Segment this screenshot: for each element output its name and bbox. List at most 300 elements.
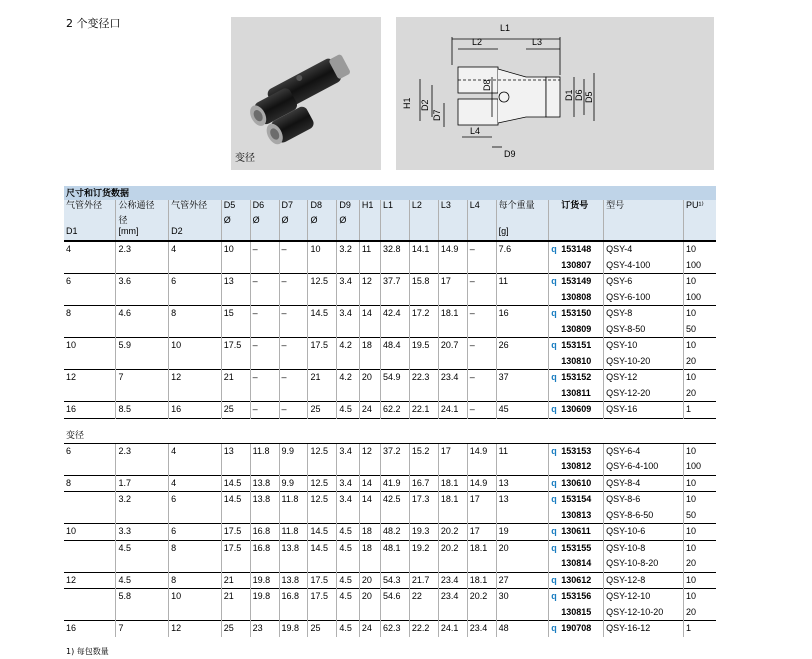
cell-d8 bbox=[308, 290, 337, 306]
cell-w: 16 bbox=[496, 306, 549, 322]
cell-l4 bbox=[467, 322, 496, 338]
cell-d5 bbox=[221, 258, 250, 274]
order-number: 153153 bbox=[559, 443, 603, 459]
cell-l4 bbox=[467, 258, 496, 274]
cell-l2: 22.3 bbox=[409, 370, 438, 386]
cell-d7 bbox=[279, 258, 308, 274]
cell-l1 bbox=[381, 459, 410, 475]
cell-d9 bbox=[337, 508, 359, 524]
cell-d7: 16.8 bbox=[279, 589, 308, 605]
cell-d2: 10 bbox=[169, 338, 222, 354]
cell-d7: 11.8 bbox=[279, 492, 308, 508]
cell-d6 bbox=[250, 605, 279, 621]
header-row-3 bbox=[64, 226, 716, 241]
cell-d5 bbox=[221, 605, 250, 621]
cell-d8 bbox=[308, 322, 337, 338]
type-code: QSY-10-6 bbox=[604, 524, 684, 541]
cell-dn bbox=[116, 459, 169, 475]
cell-l3 bbox=[438, 508, 467, 524]
order-number: 153150 bbox=[559, 306, 603, 322]
cell-l4: 17 bbox=[467, 492, 496, 508]
table-title: 尺寸和订货数据 bbox=[64, 186, 716, 200]
cell-d1: 12 bbox=[64, 572, 116, 589]
cell-d7: 19.8 bbox=[279, 621, 308, 637]
cell-d1 bbox=[64, 258, 116, 274]
cell-l2: 14.1 bbox=[409, 241, 438, 258]
cell-l3 bbox=[438, 290, 467, 306]
cell-d6 bbox=[250, 354, 279, 370]
cell-d6 bbox=[250, 556, 279, 572]
header-cell bbox=[279, 226, 308, 241]
cell-d9 bbox=[337, 290, 359, 306]
cell-d7 bbox=[279, 322, 308, 338]
cell-d6: 16.8 bbox=[250, 540, 279, 556]
cell-d7 bbox=[279, 556, 308, 572]
cell-d9 bbox=[337, 354, 359, 370]
cell-l4: 18.1 bbox=[467, 540, 496, 556]
type-code: QSY-6 bbox=[604, 274, 684, 290]
type-code: QSY-8 bbox=[604, 306, 684, 322]
header-cell: D6 bbox=[250, 200, 279, 214]
cell-dn: 3.6 bbox=[116, 274, 169, 290]
pack-unit: 20 bbox=[684, 354, 717, 370]
dim-label-d8: D8 bbox=[482, 79, 492, 91]
order-number: 153152 bbox=[559, 370, 603, 386]
cell-l2: 21.7 bbox=[409, 572, 438, 589]
cell-l4 bbox=[467, 605, 496, 621]
cell-l1 bbox=[381, 354, 410, 370]
pack-unit: 50 bbox=[684, 322, 717, 338]
cell-d9: 4.5 bbox=[337, 524, 359, 541]
type-code: QSY-16 bbox=[604, 402, 684, 419]
cell-l3: 20.2 bbox=[438, 524, 467, 541]
cell-d1 bbox=[64, 508, 116, 524]
cell-l4 bbox=[467, 556, 496, 572]
cell-d2: 16 bbox=[169, 402, 222, 419]
header-cell: 径 bbox=[116, 214, 169, 226]
cell-l4: 23.4 bbox=[467, 621, 496, 637]
cell-l3: 23.4 bbox=[438, 572, 467, 589]
cell-d2: 6 bbox=[169, 524, 222, 541]
cell-h1: 12 bbox=[359, 443, 380, 459]
cell-w bbox=[496, 354, 549, 370]
table-title-row bbox=[64, 186, 716, 200]
q-icon: q bbox=[549, 572, 560, 589]
pack-unit: 10 bbox=[684, 475, 717, 492]
header-cell: 每个重量 bbox=[496, 200, 549, 214]
order-number: 153154 bbox=[559, 492, 603, 508]
header-cell: 气管外径 bbox=[169, 200, 222, 214]
table-row bbox=[64, 605, 716, 621]
cell-l4: 14.9 bbox=[467, 443, 496, 459]
cell-l1: 32.8 bbox=[381, 241, 410, 258]
cell-l2 bbox=[409, 258, 438, 274]
cell-d1: 10 bbox=[64, 338, 116, 354]
table-row bbox=[64, 322, 716, 338]
cell-d6: 23 bbox=[250, 621, 279, 637]
cell-l2 bbox=[409, 508, 438, 524]
cell-d9: 3.4 bbox=[337, 492, 359, 508]
cell-d8: 17.5 bbox=[308, 589, 337, 605]
header-cell bbox=[559, 226, 603, 241]
cell-dn: 2.3 bbox=[116, 443, 169, 459]
fitting-photo-image bbox=[231, 17, 381, 170]
cell-d7: – bbox=[279, 241, 308, 258]
q-icon bbox=[549, 459, 560, 475]
type-code: QSY-6-100 bbox=[604, 290, 684, 306]
order-number: 153148 bbox=[561, 244, 592, 255]
header-cell: 气管外径 bbox=[64, 200, 116, 214]
cell-d2 bbox=[169, 605, 222, 621]
cell-d5: 21 bbox=[221, 370, 250, 386]
cell-l1: 42.5 bbox=[381, 492, 410, 508]
pack-unit: 10 bbox=[684, 306, 717, 322]
table-row bbox=[64, 540, 716, 556]
cell-d2 bbox=[169, 258, 222, 274]
cell-w bbox=[496, 459, 549, 475]
cell-d1 bbox=[64, 605, 116, 621]
cell-d9: 4.5 bbox=[337, 540, 359, 556]
cell-dn bbox=[116, 354, 169, 370]
header-cell: L4 bbox=[467, 200, 496, 214]
cell-l1: 54.3 bbox=[381, 572, 410, 589]
cell-l1: 62.3 bbox=[381, 621, 410, 637]
cell-l3 bbox=[438, 386, 467, 402]
cell-d5 bbox=[221, 322, 250, 338]
cell-d2 bbox=[169, 322, 222, 338]
cell-d1 bbox=[64, 459, 116, 475]
cell-d7: – bbox=[279, 370, 308, 386]
cell-d7 bbox=[279, 290, 308, 306]
cell-l2: 17.3 bbox=[409, 492, 438, 508]
cell-d6: – bbox=[250, 402, 279, 419]
dim-label-l3: L3 bbox=[532, 37, 543, 47]
table-row bbox=[64, 556, 716, 572]
cell-d6: – bbox=[250, 338, 279, 354]
table-row bbox=[64, 459, 716, 475]
order-number: 130810 bbox=[561, 355, 592, 366]
cell-d2: 8 bbox=[169, 306, 222, 322]
q-icon: q bbox=[549, 402, 560, 419]
cell-d2: 4 bbox=[169, 443, 222, 459]
order-number: 130811 bbox=[561, 387, 591, 398]
header-cell bbox=[169, 214, 222, 226]
header-cell: Ø bbox=[308, 214, 337, 226]
header-cell bbox=[359, 226, 380, 241]
cell-d8: 14.5 bbox=[308, 540, 337, 556]
cell-d9: 4.5 bbox=[337, 621, 359, 637]
dim-label-d9: D9 bbox=[504, 149, 516, 159]
cell-d5: 17.5 bbox=[221, 524, 250, 541]
cell-d9: 3.4 bbox=[337, 475, 359, 492]
q-icon: q bbox=[549, 492, 560, 508]
cell-d5: 14.5 bbox=[221, 475, 250, 492]
cell-h1: 11 bbox=[359, 241, 380, 258]
cell-d6: 13.8 bbox=[250, 492, 279, 508]
cell-h1: 14 bbox=[359, 306, 380, 322]
cell-d1: 12 bbox=[64, 370, 116, 386]
table-row bbox=[64, 290, 716, 306]
cell-d6 bbox=[250, 322, 279, 338]
cell-l1 bbox=[381, 290, 410, 306]
order-number: 153149 bbox=[559, 274, 603, 290]
header-cell: L1 bbox=[381, 200, 410, 214]
cell-d8: 17.5 bbox=[308, 572, 337, 589]
cell-d7: – bbox=[279, 402, 308, 419]
cell-l2: 19.2 bbox=[409, 540, 438, 556]
pack-unit: 100 bbox=[684, 258, 717, 274]
cell-dn bbox=[116, 258, 169, 274]
cell-d2: 8 bbox=[169, 572, 222, 589]
header-cell: 型号 bbox=[604, 200, 684, 214]
header-row-1 bbox=[64, 200, 716, 214]
cell-dn bbox=[116, 556, 169, 572]
cell-l2: 22.2 bbox=[409, 621, 438, 637]
cell-d7: – bbox=[279, 306, 308, 322]
cell-d9: 4.2 bbox=[337, 338, 359, 354]
cell-d2 bbox=[169, 386, 222, 402]
cell-d5: 15 bbox=[221, 306, 250, 322]
cell-d7: 13.8 bbox=[279, 540, 308, 556]
cell-l1: 62.2 bbox=[381, 402, 410, 419]
cell-dn: 8.5 bbox=[116, 402, 169, 419]
dim-label-d6: D6 bbox=[574, 89, 584, 101]
pack-unit: 10 bbox=[684, 492, 717, 508]
cell-h1 bbox=[359, 556, 380, 572]
table-row bbox=[64, 589, 716, 605]
cell-dn: 7 bbox=[116, 370, 169, 386]
q-icon: q bbox=[549, 306, 560, 322]
cell-dn: 5.8 bbox=[116, 589, 169, 605]
cell-l3 bbox=[438, 556, 467, 572]
header-cell bbox=[381, 226, 410, 241]
cell-d6: – bbox=[250, 306, 279, 322]
spec-table bbox=[64, 186, 716, 637]
cell-d6: 16.8 bbox=[250, 524, 279, 541]
header-cell: 公称通径 bbox=[116, 200, 169, 214]
cell-d2: 8 bbox=[169, 540, 222, 556]
cell-d6 bbox=[250, 290, 279, 306]
cell-l3: 20.7 bbox=[438, 338, 467, 354]
header-cell: [g] bbox=[496, 226, 549, 241]
cell-l1: 37.2 bbox=[381, 443, 410, 459]
cell-d2 bbox=[169, 508, 222, 524]
header-cell: D7 bbox=[279, 200, 308, 214]
cell-dn: 4.5 bbox=[116, 572, 169, 589]
cell-d9: 4.5 bbox=[337, 572, 359, 589]
pack-unit: 1 bbox=[684, 402, 717, 419]
cell-d5: 14.5 bbox=[221, 492, 250, 508]
cell-l2: 19.3 bbox=[409, 524, 438, 541]
order-number: 130815 bbox=[561, 606, 592, 617]
header-cell bbox=[438, 214, 467, 226]
cell-d6: – bbox=[250, 370, 279, 386]
cell-l1 bbox=[381, 605, 410, 621]
cell-d2: 6 bbox=[169, 492, 222, 508]
cell-d1 bbox=[64, 354, 116, 370]
header-cell bbox=[64, 214, 116, 226]
dim-label-d7: D7 bbox=[432, 109, 442, 121]
pack-unit: 10 bbox=[684, 338, 717, 354]
technical-drawing bbox=[396, 17, 714, 170]
header-cell bbox=[308, 226, 337, 241]
pack-unit: 10 bbox=[684, 540, 717, 556]
cell-l1: 48.1 bbox=[381, 540, 410, 556]
cell-h1 bbox=[359, 386, 380, 402]
header-cell bbox=[684, 226, 717, 241]
cell-d8: 14.5 bbox=[308, 524, 337, 541]
cell-l4 bbox=[467, 508, 496, 524]
cell-d6: 19.8 bbox=[250, 589, 279, 605]
q-icon: q bbox=[549, 274, 560, 290]
cell-w bbox=[496, 290, 549, 306]
order-number: 190708 bbox=[559, 621, 603, 637]
cell-d6: 13.8 bbox=[250, 475, 279, 492]
type-code: QSY-6-4 bbox=[604, 443, 684, 459]
cell-d9: 4.5 bbox=[337, 589, 359, 605]
q-icon bbox=[549, 258, 560, 274]
cell-d8: 25 bbox=[308, 402, 337, 419]
cell-l4: – bbox=[467, 241, 496, 258]
cell-l1 bbox=[381, 508, 410, 524]
cell-h1: 20 bbox=[359, 370, 380, 386]
q-icon: q bbox=[549, 475, 560, 492]
header-cell: PU¹⁾ bbox=[684, 200, 717, 214]
header-cell bbox=[337, 226, 359, 241]
order-number: 153156 bbox=[559, 589, 603, 605]
cell-l1: 48.2 bbox=[381, 524, 410, 541]
header-q-spacer bbox=[549, 214, 560, 226]
header-cell bbox=[559, 214, 603, 226]
table-row bbox=[64, 306, 716, 322]
cell-d7 bbox=[279, 605, 308, 621]
cell-d6 bbox=[250, 258, 279, 274]
cell-d2: 4 bbox=[169, 475, 222, 492]
cell-l2 bbox=[409, 290, 438, 306]
cell-w bbox=[496, 322, 549, 338]
header-cell bbox=[684, 214, 717, 226]
header-cell bbox=[604, 226, 684, 241]
cell-d5: 21 bbox=[221, 589, 250, 605]
cell-d2: 12 bbox=[169, 621, 222, 637]
cell-d9 bbox=[337, 459, 359, 475]
cell-dn: 7 bbox=[116, 621, 169, 637]
cell-w: 45 bbox=[496, 402, 549, 419]
cell-d9 bbox=[337, 556, 359, 572]
header-cell bbox=[604, 214, 684, 226]
cell-l3: 24.1 bbox=[438, 402, 467, 419]
header-cell: Ø bbox=[337, 214, 359, 226]
cell-l1 bbox=[381, 258, 410, 274]
header-cell: H1 bbox=[359, 200, 380, 214]
pack-unit: 10 bbox=[684, 241, 717, 258]
order-number: 130609 bbox=[559, 402, 603, 419]
cell-l2: 22 bbox=[409, 589, 438, 605]
cell-l1 bbox=[381, 322, 410, 338]
table-row bbox=[64, 241, 716, 258]
cell-d7: – bbox=[279, 274, 308, 290]
cell-w: 13 bbox=[496, 475, 549, 492]
cell-d6 bbox=[250, 459, 279, 475]
cell-d6: 19.8 bbox=[250, 572, 279, 589]
cell-w: 20 bbox=[496, 540, 549, 556]
cell-d2 bbox=[169, 556, 222, 572]
cell-d5 bbox=[221, 508, 250, 524]
q-icon: q bbox=[549, 443, 560, 459]
cell-d8: 12.5 bbox=[308, 492, 337, 508]
header-row-2 bbox=[64, 214, 716, 226]
cell-dn: 4.6 bbox=[116, 306, 169, 322]
cell-h1 bbox=[359, 459, 380, 475]
cell-l3: 17 bbox=[438, 443, 467, 459]
cell-d5: 25 bbox=[221, 402, 250, 419]
cell-d2 bbox=[169, 354, 222, 370]
q-icon: q bbox=[549, 370, 560, 386]
cell-w: 19 bbox=[496, 524, 549, 541]
type-code: QSY-8-6 bbox=[604, 492, 684, 508]
table-row bbox=[64, 402, 716, 419]
q-icon: q bbox=[549, 338, 560, 354]
cell-dn: 2.3 bbox=[116, 241, 169, 258]
cell-l1: 41.9 bbox=[381, 475, 410, 492]
header-cell: Ø bbox=[221, 214, 250, 226]
cell-d8: 17.5 bbox=[308, 338, 337, 354]
header-cell bbox=[409, 226, 438, 241]
cell-d9 bbox=[337, 605, 359, 621]
header-cell: Ø bbox=[250, 214, 279, 226]
cell-d1 bbox=[64, 589, 116, 605]
cell-h1 bbox=[359, 322, 380, 338]
cell-h1: 20 bbox=[359, 589, 380, 605]
cell-d6: 11.8 bbox=[250, 443, 279, 459]
pack-unit: 10 bbox=[684, 524, 717, 541]
table-row bbox=[64, 572, 716, 589]
table-row bbox=[64, 354, 716, 370]
cell-d6 bbox=[250, 386, 279, 402]
type-code: QSY-4-100 bbox=[604, 258, 684, 274]
q-icon: q bbox=[549, 540, 560, 556]
cell-d1: 16 bbox=[64, 621, 116, 637]
cell-l4: – bbox=[467, 338, 496, 354]
cell-d9 bbox=[337, 258, 359, 274]
cell-d5: 13 bbox=[221, 274, 250, 290]
cell-d1 bbox=[64, 492, 116, 508]
type-code: QSY-12-10-20 bbox=[604, 605, 684, 621]
cell-d1 bbox=[64, 322, 116, 338]
cell-l3 bbox=[438, 459, 467, 475]
cell-d7: 11.8 bbox=[279, 524, 308, 541]
type-code: QSY-10-8-20 bbox=[604, 556, 684, 572]
cell-d1: 8 bbox=[64, 306, 116, 322]
cell-l1: 54.6 bbox=[381, 589, 410, 605]
cell-w: 11 bbox=[496, 274, 549, 290]
type-code: QSY-12-8 bbox=[604, 572, 684, 589]
order-number: 130808 bbox=[561, 291, 592, 302]
cell-l3: 23.4 bbox=[438, 589, 467, 605]
header-cell bbox=[381, 214, 410, 226]
cell-d9: 3.2 bbox=[337, 241, 359, 258]
cell-d1 bbox=[64, 386, 116, 402]
cell-d1 bbox=[64, 540, 116, 556]
header-cell: D8 bbox=[308, 200, 337, 214]
cell-d5: 10 bbox=[221, 241, 250, 258]
cell-d9: 4.2 bbox=[337, 370, 359, 386]
header-cell bbox=[359, 214, 380, 226]
cell-d6 bbox=[250, 508, 279, 524]
cell-d7 bbox=[279, 354, 308, 370]
header-cell bbox=[438, 226, 467, 241]
cell-d9: 4.5 bbox=[337, 402, 359, 419]
